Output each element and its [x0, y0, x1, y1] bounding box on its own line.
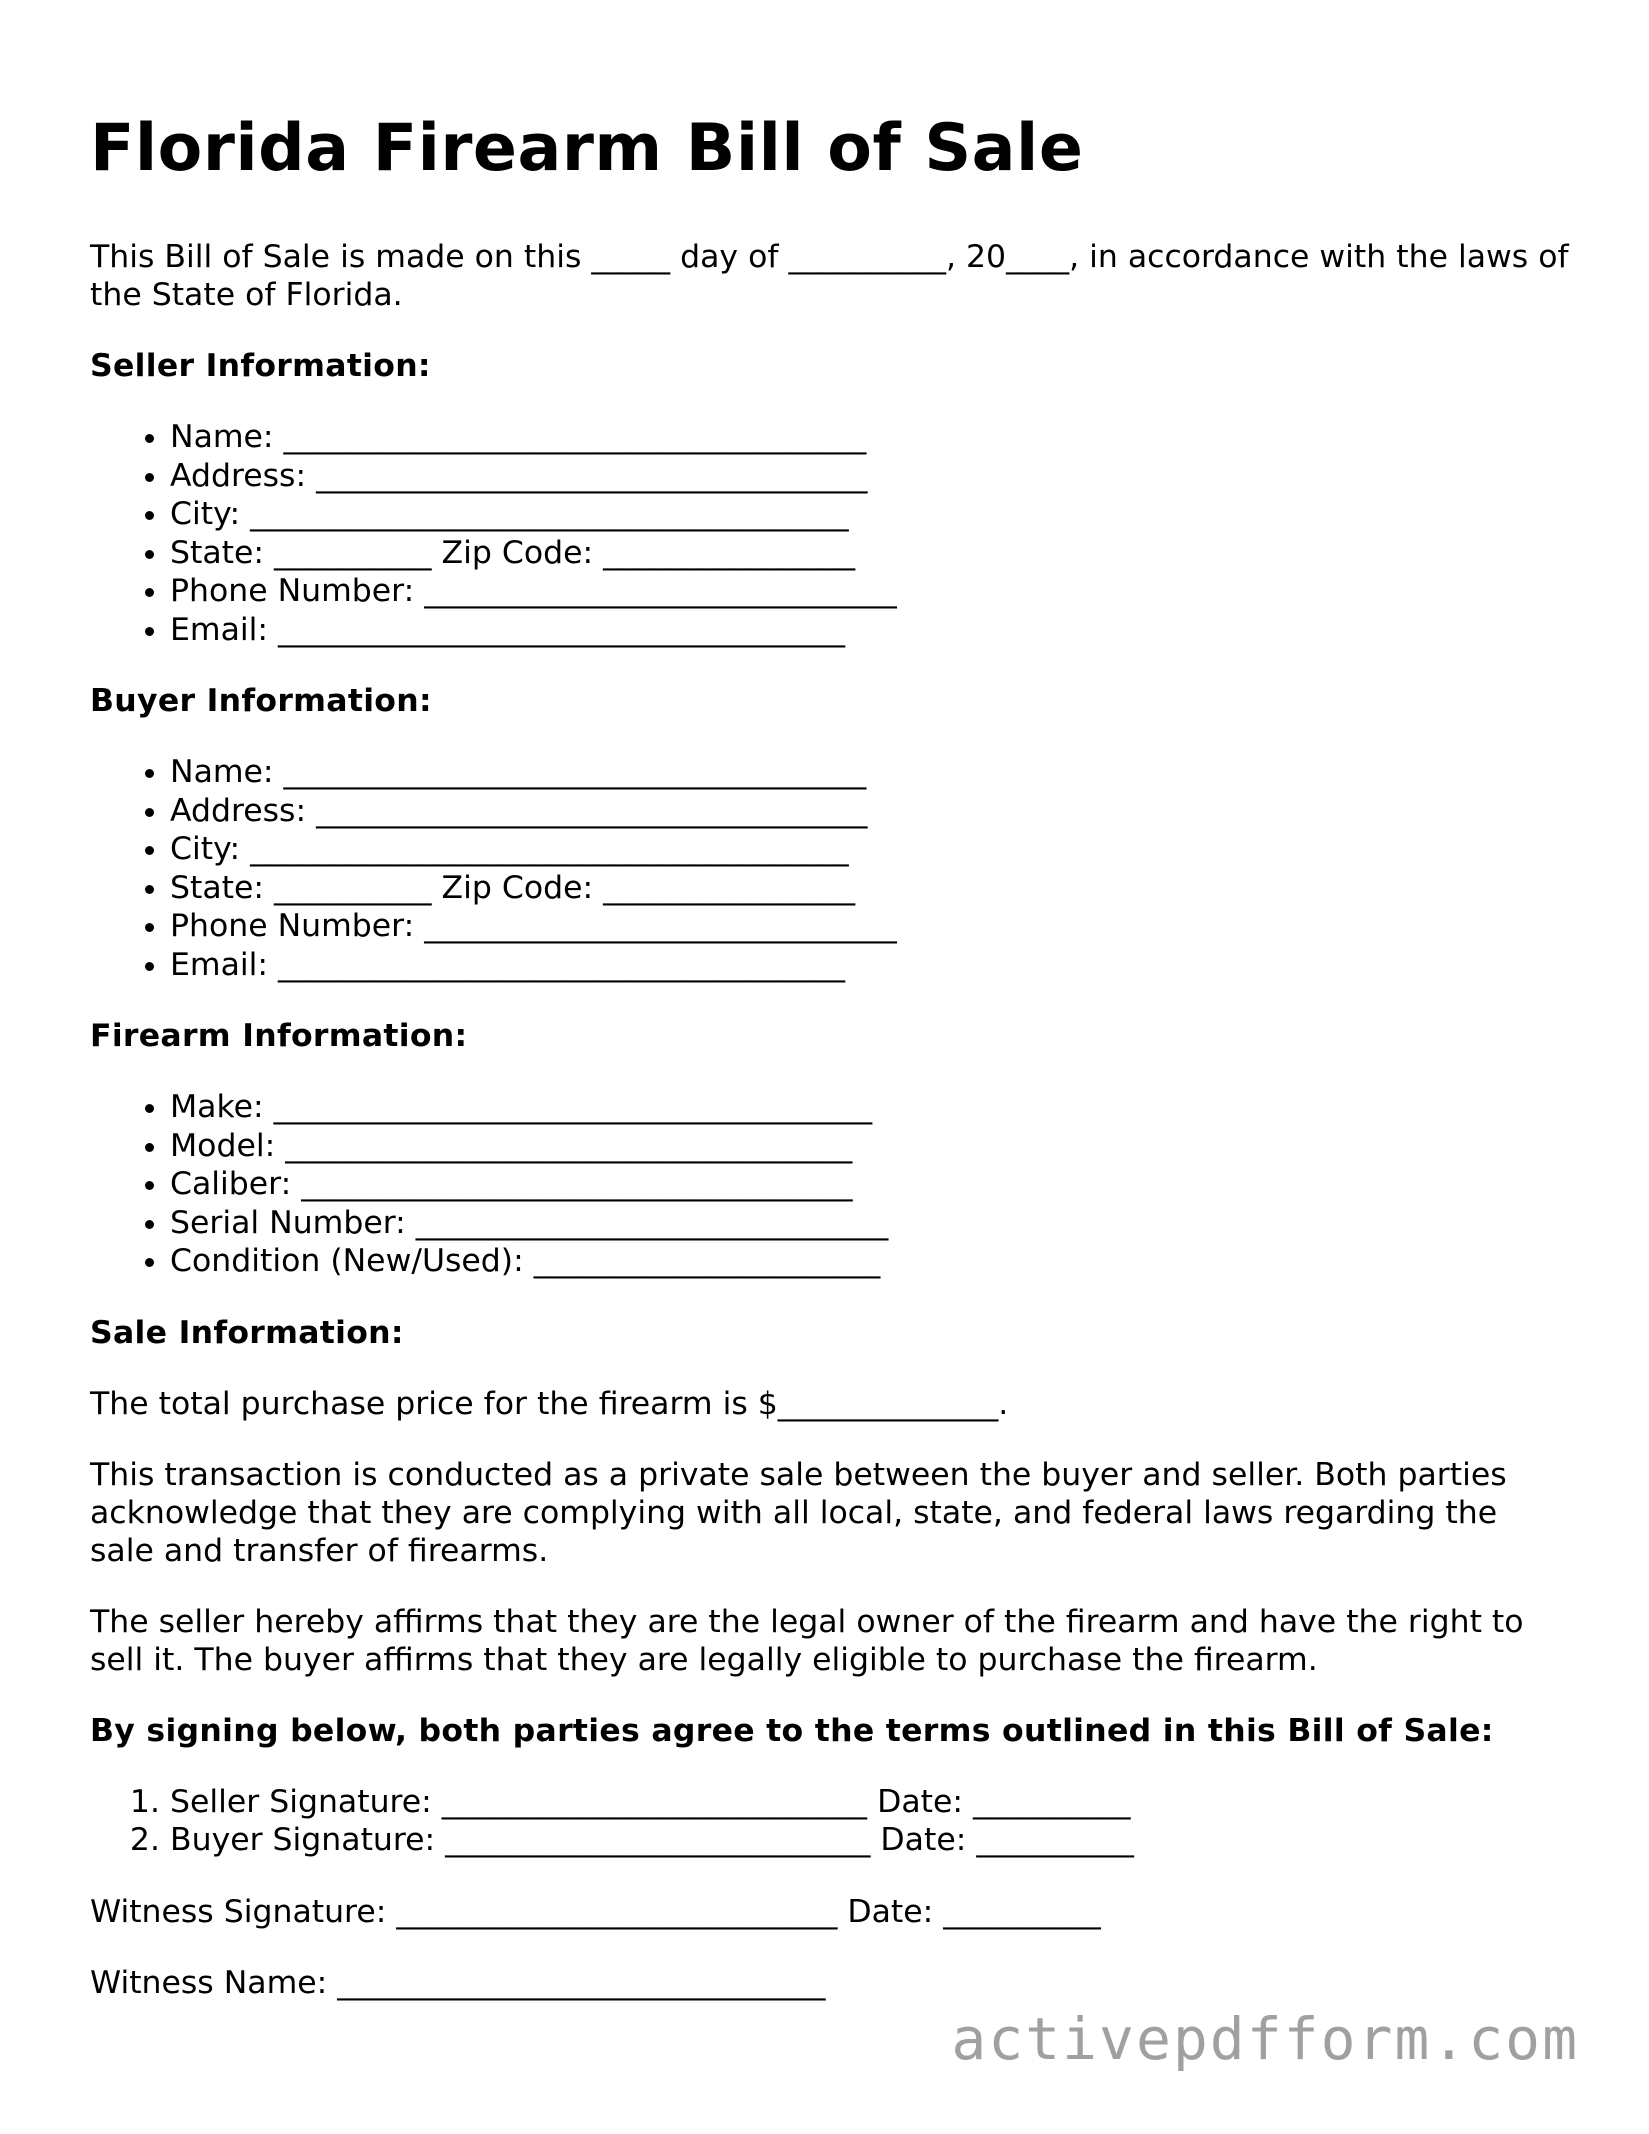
buyer-signature-field: 2. Buyer Signature: ___________________________ Date: __________: [170, 1821, 1570, 1860]
buyer-state-zip-field: • State: __________ Zip Code: ________________: [170, 869, 1570, 908]
firearm-caliber-field: • Caliber: ___________________________________: [170, 1165, 1570, 1204]
sale-price-paragraph: The total purchase price for the firearm is $______________.: [90, 1385, 1009, 1422]
seller-list: [90, 418, 1570, 649]
buyer-address-field: • Address: ___________________________________: [170, 792, 1570, 831]
firearm-heading: Firearm Information:: [90, 1018, 468, 1054]
buyer-city-field: • City: ______________________________________: [170, 830, 1570, 869]
witness-signature-field: Witness Signature: ____________________________ Date: __________: [90, 1893, 1101, 1930]
seller-city-field: • City: ______________________________________: [170, 495, 1570, 534]
firearm-make-field: • Make: ______________________________________: [170, 1088, 1570, 1127]
sale-heading: Sale Information:: [90, 1314, 404, 1351]
seller-state-zip-field: • State: __________ Zip Code: ________________: [170, 534, 1570, 573]
firearm-list: [90, 1088, 1570, 1281]
seller-signature-field: 1. Seller Signature: ___________________________ Date: __________: [170, 1783, 1570, 1822]
buyer-heading: Buyer Information:: [90, 683, 432, 719]
seller-name-field: • Name: _____________________________________: [170, 418, 1570, 457]
seller-phone-field: • Phone Number: ______________________________: [170, 572, 1570, 611]
buyer-phone-field: • Phone Number: ______________________________: [170, 907, 1570, 946]
signatures-list: [90, 1783, 1570, 1860]
watermark: activepdfform.com: [951, 2005, 1579, 2073]
affirmation-paragraph: The seller hereby affirms that they are the legal owner of the firearm and have the right to sell it. The buyer affirms that they are legally eligible to purchase the firearm.: [90, 1603, 1524, 1678]
buyer-list: [90, 753, 1570, 984]
signatures-heading: By signing below, both parties agree to the terms outlined in this Bill of Sale:: [90, 1712, 1494, 1749]
intro-paragraph: This Bill of Sale is made on this _____ day of __________, 20____, in accordance with the laws of the State of Florida.: [90, 239, 1569, 313]
firearm-serial-field: • Serial Number: ______________________________: [170, 1204, 1570, 1243]
buyer-email-field: • Email: ____________________________________: [170, 946, 1570, 985]
seller-email-field: • Email: ____________________________________: [170, 611, 1570, 650]
seller-address-field: • Address: ___________________________________: [170, 457, 1570, 496]
document-title: Florida Firearm Bill of Sale: [90, 111, 1084, 186]
firearm-model-field: • Model: ____________________________________: [170, 1127, 1570, 1166]
buyer-name-field: • Name: _____________________________________: [170, 753, 1570, 792]
witness-name-field: Witness Name: _______________________________: [90, 1964, 826, 2001]
seller-heading: Seller Information:: [90, 348, 431, 384]
document-page: [90, 110, 1570, 2035]
private-sale-paragraph: This transaction is conducted as a private sale between the buyer and seller. Both parties acknowledge that they are complying with all local, state, and federal laws regarding the sale and transfer of firearms.: [90, 1456, 1507, 1569]
firearm-condition-field: • Condition (New/Used): ______________________: [170, 1242, 1570, 1281]
